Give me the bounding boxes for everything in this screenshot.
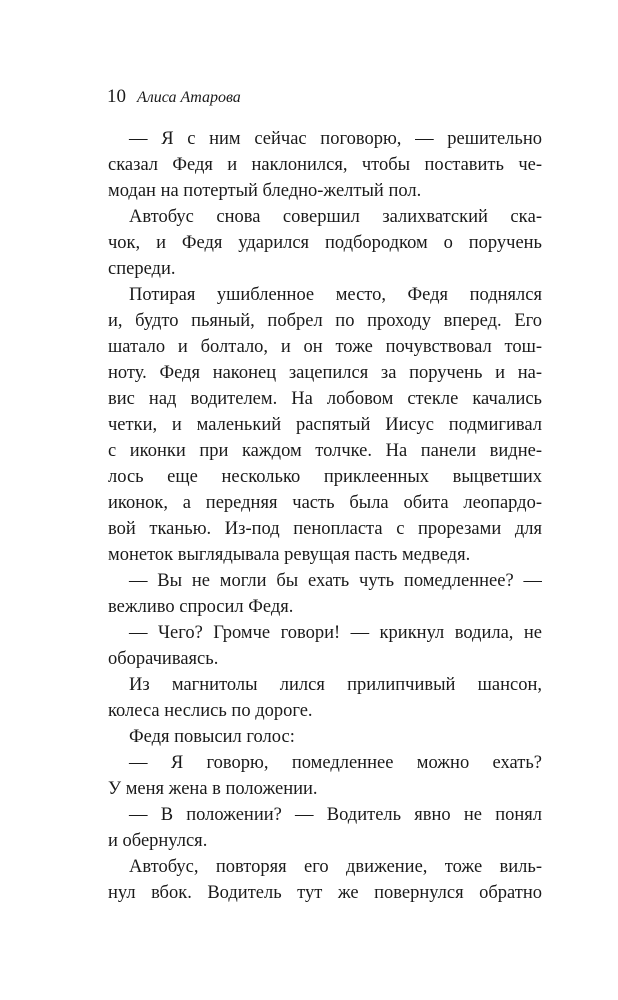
text-line: колеса неслись по дороге. — [108, 701, 313, 721]
text-line: У меня жена в положении. — [108, 779, 318, 799]
text-line: Федя повысил голос: — [129, 727, 295, 747]
text-line: Потирая ушибленное место, Федя поднялся — [129, 285, 542, 305]
text-line: лось еще несколько приклеенных выцветших — [108, 467, 542, 487]
text-line: чок, и Федя ударился подбородком о поручень — [108, 233, 542, 253]
text-line: Из магнитолы лился прилипчивый шансон, — [129, 675, 542, 695]
text-line: с иконки при каждом толчке. На панели видне- — [108, 441, 542, 461]
text-line: шатало и болтало, и он тоже почувствовал тош- — [108, 337, 542, 357]
paragraph — [108, 672, 542, 724]
text-line: и, будто пьяный, побрел по проходу вперед. Его — [108, 311, 542, 331]
text-line: модан на потертый бледно-желтый пол. — [108, 181, 422, 201]
text-line: и обернулся. — [108, 831, 208, 851]
running-title: Алиса Атарова — [137, 89, 241, 106]
text-line: ноту. Федя наконец зацепился за поручень и на- — [108, 363, 542, 383]
text-line: — Я говорю, помедленнее можно ехать? — [129, 753, 542, 773]
paragraph — [108, 854, 542, 906]
text-line: — В положении? — Водитель явно не понял — [129, 805, 542, 825]
paragraph — [108, 750, 542, 802]
text-line: сказал Федя и наклонился, чтобы поставить че- — [108, 155, 542, 175]
text-line: четки, и маленький распятый Иисус подмигивал — [108, 415, 542, 435]
text-line: — Чего? Громче говори! — крикнул водила, не — [129, 623, 542, 643]
paragraph — [108, 568, 542, 620]
text-line: монеток выглядывала ревущая пасть медведя. — [108, 545, 471, 565]
text-line: иконок, а передняя часть была обита леопардо- — [108, 493, 542, 513]
page-header — [107, 86, 547, 116]
paragraph — [108, 126, 542, 204]
paragraph — [108, 282, 542, 568]
text-line: оборачиваясь. — [108, 649, 219, 669]
text-line: Автобус, повторяя его движение, тоже виль- — [129, 857, 542, 877]
text-line: вой тканью. Из-под пенопласта с прорезами для — [108, 519, 542, 539]
text-line: вис над водителем. На лобовом стекле качались — [108, 389, 542, 409]
text-line: — Я с ним сейчас поговорю, — решительно — [129, 129, 542, 149]
paragraph — [108, 724, 542, 750]
text-line: вежливо спросил Федя. — [108, 597, 294, 617]
paragraph — [108, 204, 542, 282]
body-text — [108, 126, 542, 906]
text-line: нул вбок. Водитель тут же повернулся обратно — [108, 883, 542, 903]
text-line: Автобус снова совершил залихватский скa- — [129, 207, 542, 227]
text-line: спереди. — [108, 259, 176, 279]
page-number: 10 — [107, 86, 126, 107]
paragraph — [108, 620, 542, 672]
paragraph — [108, 802, 542, 854]
text-line: — Вы не могли бы ехать чуть помедленнее? — — [129, 571, 542, 591]
